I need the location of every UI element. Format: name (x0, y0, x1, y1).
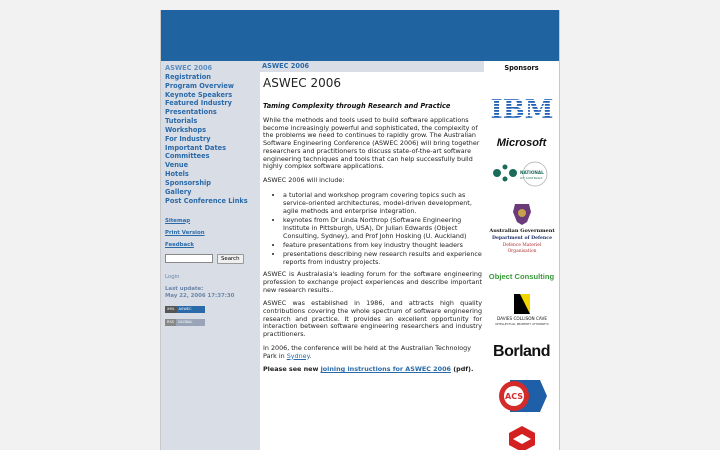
object-consulting-logo[interactable]: Object Consulting (488, 271, 555, 281)
last-update-value: May 22, 2006 17:37:30 (165, 292, 235, 299)
nav-item-registration[interactable]: Registration (165, 72, 211, 81)
red-shield-sponsor-logo[interactable] (484, 425, 559, 450)
ibm-logo[interactable] (484, 91, 559, 123)
nav-item-tutorials[interactable]: Tutorials (165, 117, 198, 126)
nav-item-gallery[interactable]: Gallery (165, 187, 192, 196)
svg-text:Department of Defence: Department of Defence (491, 236, 552, 241)
nav-item-hotels[interactable]: Hotels (165, 170, 189, 179)
svg-text:ACS: ACS (504, 392, 523, 401)
left-navigation (161, 61, 260, 450)
main-content (260, 61, 484, 450)
nav-item-featured-industry[interactable]: Featured Industry (165, 99, 232, 108)
page-frame (160, 10, 560, 450)
xml-feed-badge[interactable]: XML ASWEC (165, 306, 205, 313)
established-paragraph: ASWEC was established in 1986, and attracts high quality contributions covering the whole spectrum of software engineering research and practice. It provides an excellent opportunity for interaction between software engineering researchers and industry practitioners. (263, 299, 482, 339)
search-button[interactable]: Search (217, 254, 244, 264)
search-form (165, 254, 260, 264)
last-update-label: Last update: (165, 285, 204, 292)
nicta-logo[interactable] (484, 160, 559, 188)
nav-item-post-conference-links[interactable]: Post Conference Links (165, 196, 248, 205)
venue-paragraph: In 2006, the conference will be held at the Australian Technology Park in Sydney. (263, 343, 471, 360)
list-item: • keynotes from Dr Linda Northrop (Software Engineering Institute in Pittsburgh, USA), Dr Julian Edwards (Object Consulting, Sydney), and Prof John Hosking (U. Auckland) (283, 216, 482, 241)
last-update (165, 286, 260, 300)
tagline: Taming Complexity through Research and Practice (263, 102, 451, 110)
include-list (283, 191, 482, 267)
rss-feed-badge[interactable]: RSS GLOBAL (165, 319, 205, 326)
borland-logo[interactable]: Borland (493, 343, 550, 360)
nav-item-presentations[interactable]: Presentations (165, 108, 217, 117)
nav-item-program-overview[interactable]: Program Overview (165, 81, 234, 90)
feedback-link[interactable]: Feedback (165, 241, 194, 248)
svg-text:Organisation: Organisation (507, 249, 536, 254)
nav-item-keynote-speakers[interactable]: Keynote Speakers (165, 90, 233, 99)
nav-item-aswec-2006[interactable]: ASWEC 2006 (165, 64, 213, 72)
defence-logo[interactable] (484, 200, 559, 258)
davies-collison-cave-logo[interactable] (484, 293, 559, 327)
print-version-link[interactable]: Print Version (165, 229, 205, 236)
sydney-link[interactable]: Sydney (286, 351, 310, 360)
page-title: ASWEC 2006 (263, 76, 342, 90)
microsoft-logo[interactable]: Microsoft (496, 137, 547, 149)
nav-item-workshops[interactable]: Workshops (165, 125, 206, 134)
joining-instructions-paragraph: Please see new joining instructions for ASWEC 2006 (pdf). (263, 365, 474, 374)
login-link[interactable]: Login (165, 273, 180, 280)
svg-text:INTELLECTUAL PROPERTY ATTORNEY: INTELLECTUAL PROPERTY ATTORNEYS (494, 322, 549, 326)
sitemap-link[interactable]: Sitemap (165, 217, 191, 224)
search-input[interactable] (165, 254, 213, 263)
nav-item-important-dates[interactable]: Important Dates (165, 143, 227, 152)
site-header-banner (161, 10, 559, 61)
list-item: • feature presentations from key industry thought leaders (283, 241, 482, 249)
list-item: • a tutorial and workshop program covering topics such as service-oriented architectures, model-driven development, agile methods and enterprise integration. (283, 191, 482, 216)
svg-text:Defence Materiel: Defence Materiel (502, 243, 541, 248)
nav-item-venue[interactable]: Venue (165, 161, 189, 170)
nav-item-for-industry[interactable]: For Industry (165, 134, 211, 143)
joining-instructions-link[interactable]: joining instructions for ASWEC 2006 (320, 365, 451, 374)
list-item: • presentations describing new research results and experience reports from industry projects. (283, 250, 482, 267)
include-label: ASWEC 2006 will include: (263, 175, 345, 184)
breadcrumb: ASWEC 2006 (260, 61, 484, 72)
svg-text:NATIONAL: NATIONAL (519, 170, 544, 175)
forum-paragraph: ASWEC is Australasia's leading forum for the software engineering profession to exchange project experiences and describe important new research results.. (263, 270, 482, 294)
sponsors-title: Sponsors (504, 64, 539, 72)
intro-paragraph: While the methods and tools used to build software applications become increasingly powerful and sophisticated, the complexity of the problems we need to continues to rapidly grow. The Australian Software Engineering Conference (ASWEC 2006) will bring together researchers and practitioners to discuss state-of-the-art software engineering techniques and tools that can help successfully build highly complex software applications. (263, 116, 480, 171)
sponsors-column (484, 61, 559, 450)
nav-item-committees[interactable]: Committees (165, 152, 210, 161)
svg-text:ICT AUSTRALIA: ICT AUSTRALIA (519, 176, 542, 180)
nav-item-sponsorship[interactable]: Sponsorship (165, 178, 211, 187)
acs-logo[interactable] (484, 379, 559, 413)
svg-text:DAVIES COLLISON CAVE: DAVIES COLLISON CAVE (496, 316, 547, 321)
svg-text:Australian Government: Australian Government (488, 228, 555, 234)
